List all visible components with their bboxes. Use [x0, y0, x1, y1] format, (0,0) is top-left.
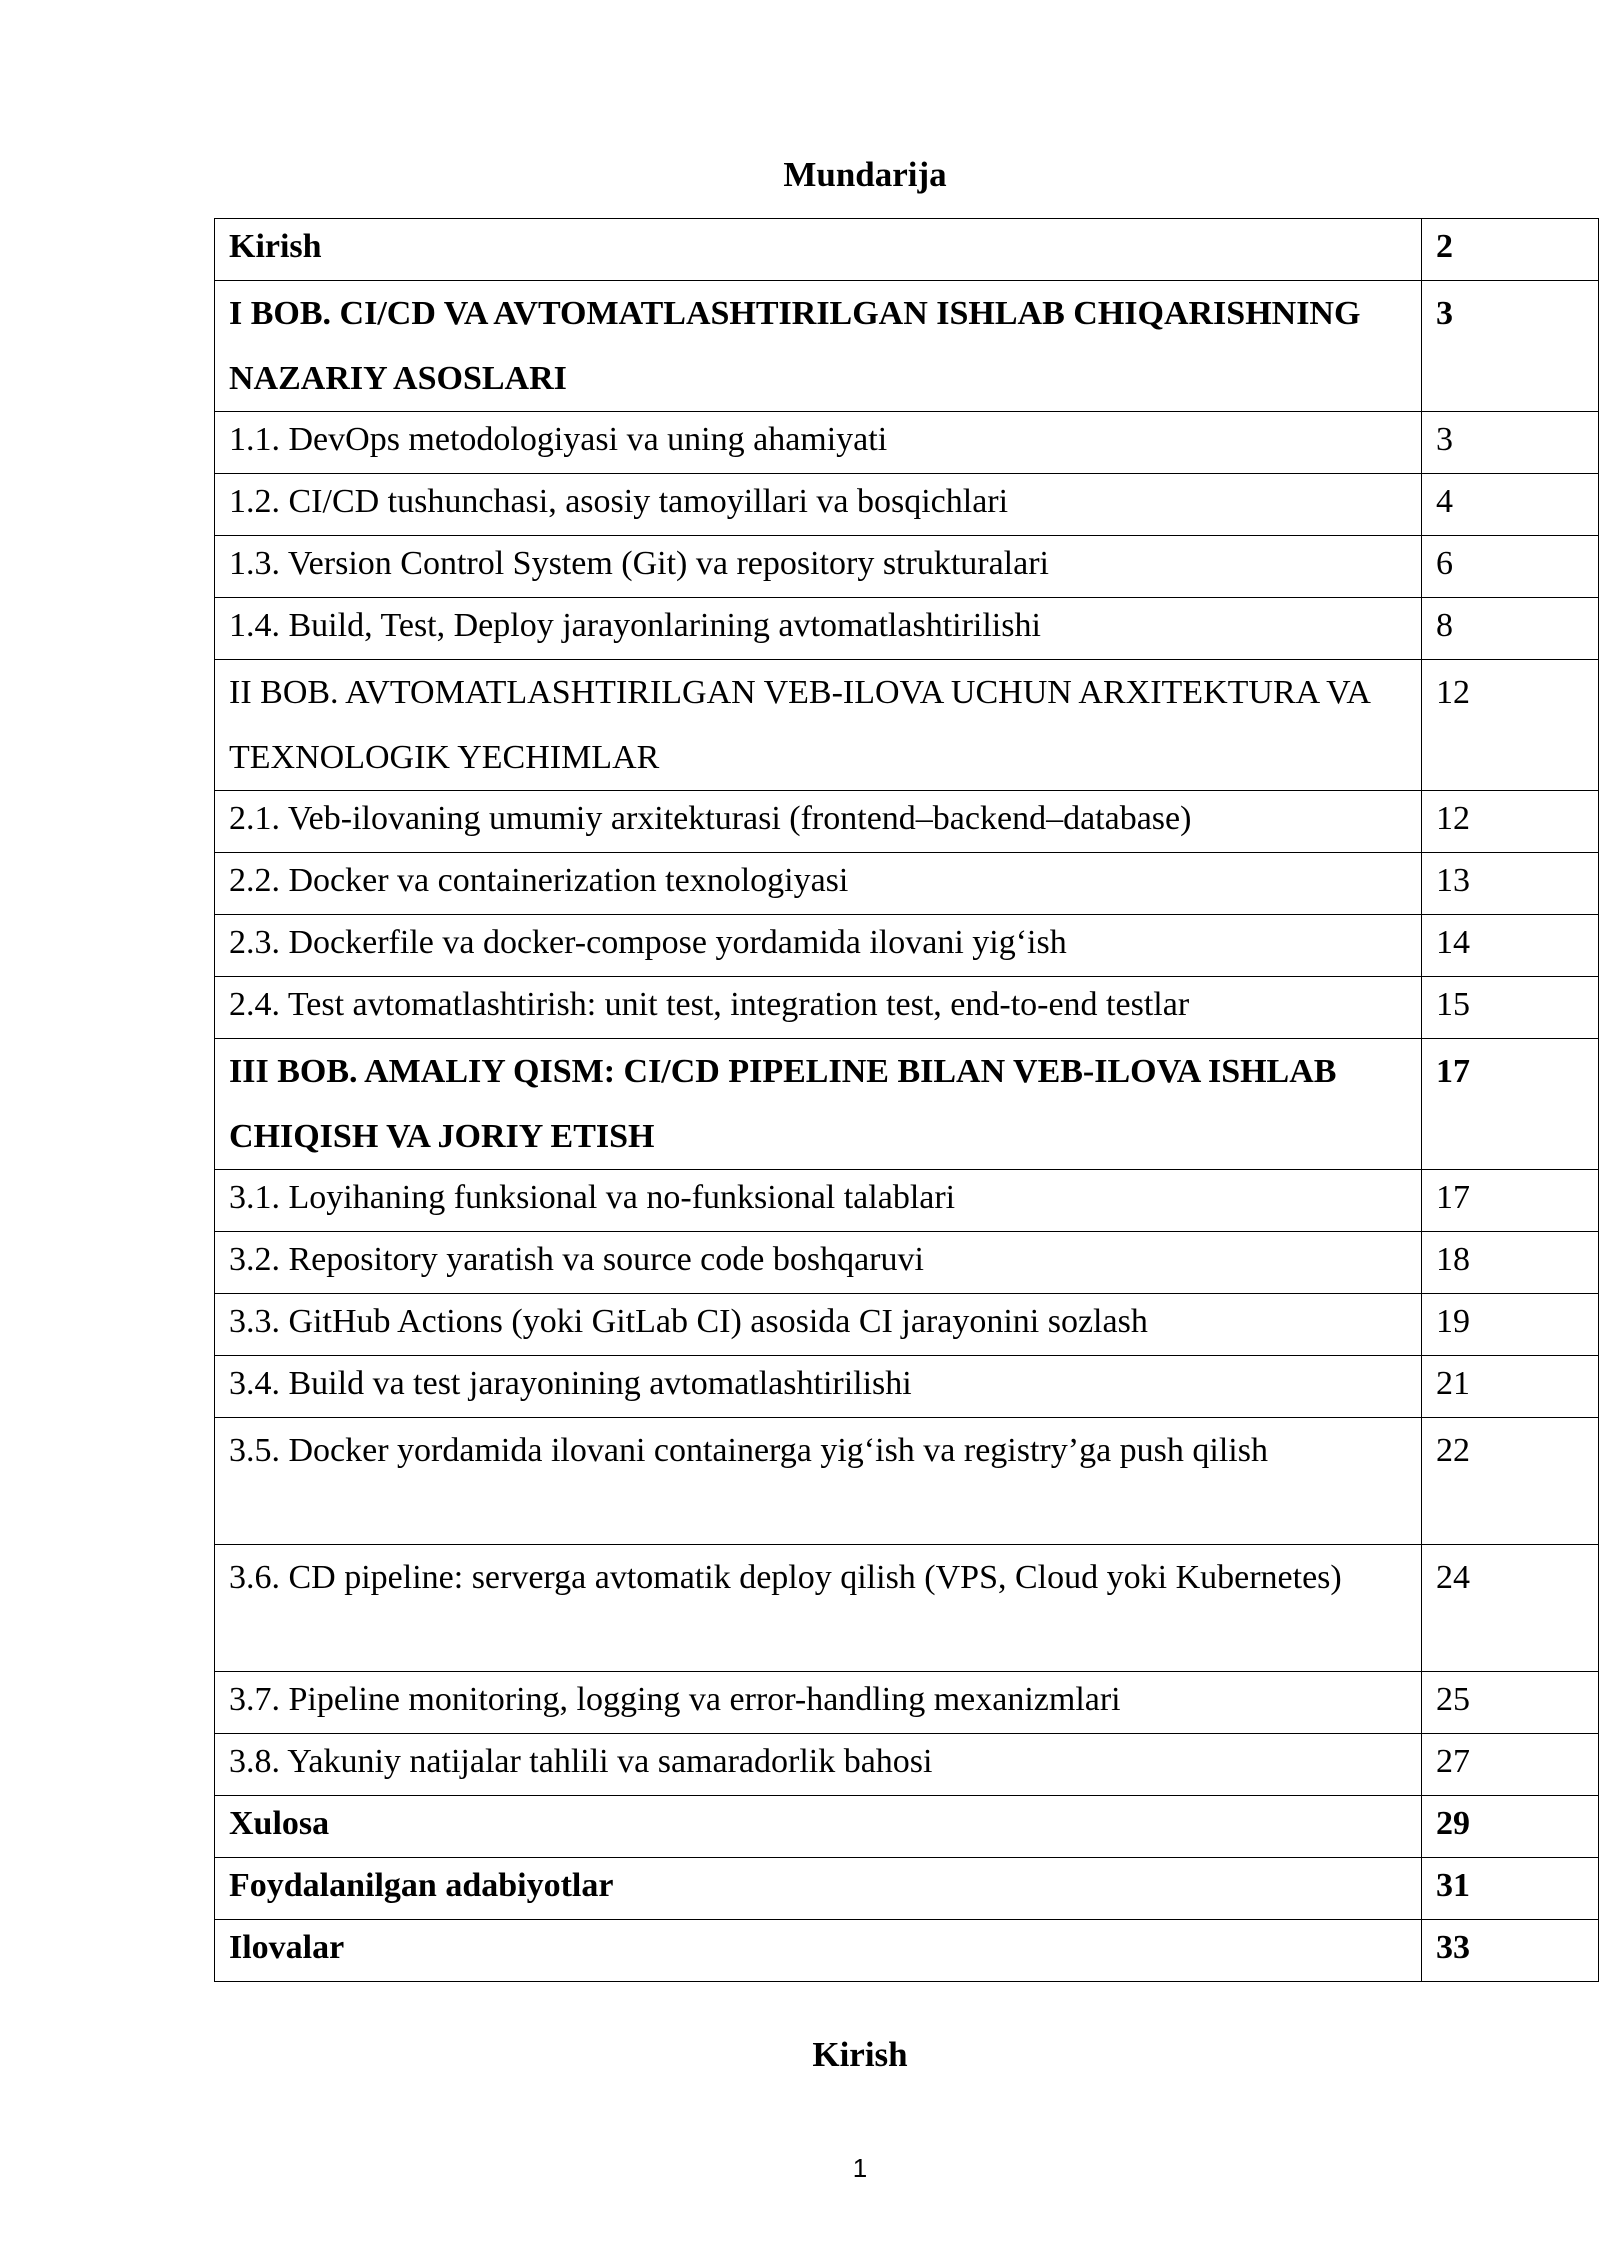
section-heading: Kirish [812, 2035, 908, 2074]
toc-row [215, 1545, 1599, 1672]
toc-entry-page: 6 [1422, 536, 1599, 598]
toc-entry-title: 1.3. Version Control System (Git) va repository strukturalari [215, 536, 1422, 598]
toc-entry-title: 3.2. Repository yaratish va source code boshqaruvi [215, 1232, 1422, 1294]
toc-entry-title: 2.3. Dockerfile va docker-compose yordamida ilovani yig‘ish [215, 915, 1422, 977]
toc-entry-title: Xulosa [215, 1796, 1422, 1858]
toc-row [215, 977, 1599, 1039]
toc-row [215, 474, 1599, 536]
toc-row [215, 1232, 1599, 1294]
toc-row [215, 1356, 1599, 1418]
toc-entry-title: 1.4. Build, Test, Deploy jarayonlarining avtomatlashtirilishi [215, 598, 1422, 660]
toc-entry-page: 3 [1422, 281, 1599, 412]
toc-entry-page: 31 [1422, 1858, 1599, 1920]
toc-entry-page: 8 [1422, 598, 1599, 660]
toc-entry-title: 1.2. CI/CD tushunchasi, asosiy tamoyillari va bosqichlari [215, 474, 1422, 536]
toc-entry-title: 2.4. Test avtomatlashtirish: unit test, integration test, end-to-end testlar [215, 977, 1422, 1039]
toc-body [215, 219, 1599, 1982]
toc-entry-title: 3.8. Yakuniy natijalar tahlili va samaradorlik bahosi [215, 1734, 1422, 1796]
toc-entry-page: 14 [1422, 915, 1599, 977]
toc-row [215, 536, 1599, 598]
toc-row [215, 660, 1599, 791]
toc-row [215, 1672, 1599, 1734]
toc-row [215, 915, 1599, 977]
toc-entry-page: 12 [1422, 660, 1599, 791]
toc-entry-page: 19 [1422, 1294, 1599, 1356]
toc-entry-title: 3.5. Docker yordamida ilovani containerga yig‘ish va registry’ga push qilish [215, 1418, 1422, 1545]
toc-entry-title: 2.1. Veb-ilovaning umumiy arxitekturasi (frontend–backend–database) [215, 791, 1422, 853]
toc-entry-page: 13 [1422, 853, 1599, 915]
toc-row [215, 1796, 1599, 1858]
toc-entry-page: 18 [1422, 1232, 1599, 1294]
toc-entry-page: 22 [1422, 1418, 1599, 1545]
toc-row [215, 219, 1599, 281]
toc-entry-title: 3.3. GitHub Actions (yoki GitLab CI) asosida CI jarayonini sozlash [215, 1294, 1422, 1356]
toc-row [215, 598, 1599, 660]
toc-entry-title: Ilovalar [215, 1920, 1422, 1982]
toc-row [215, 791, 1599, 853]
toc-entry-title: Foydalanilgan adabiyotlar [215, 1858, 1422, 1920]
toc-entry-page: 21 [1422, 1356, 1599, 1418]
toc-row [215, 412, 1599, 474]
toc-entry-page: 24 [1422, 1545, 1599, 1672]
toc-entry-title: 3.4. Build va test jarayonining avtomatlashtirilishi [215, 1356, 1422, 1418]
toc-entry-page: 3 [1422, 412, 1599, 474]
toc-entry-title: Kirish [215, 219, 1422, 281]
toc-entry-page: 4 [1422, 474, 1599, 536]
toc-entry-page: 17 [1422, 1039, 1599, 1170]
toc-entry-page: 2 [1422, 219, 1599, 281]
toc-entry-page: 17 [1422, 1170, 1599, 1232]
toc-entry-title: II BOB. AVTOMATLASHTIRILGAN VEB-ILOVA UCHUN ARXITEKTURA VA TEXNOLOGIK YECHIMLAR [215, 660, 1422, 791]
toc-entry-title: 2.2. Docker va containerization texnologiyasi [215, 853, 1422, 915]
toc-entry-page: 27 [1422, 1734, 1599, 1796]
toc-row [215, 1170, 1599, 1232]
table-of-contents [214, 218, 1599, 1982]
toc-entry-page: 25 [1422, 1672, 1599, 1734]
page-title: Mundarija [783, 155, 947, 194]
toc-entry-page: 15 [1422, 977, 1599, 1039]
toc-entry-page: 12 [1422, 791, 1599, 853]
toc-row [215, 1294, 1599, 1356]
toc-row [215, 1858, 1599, 1920]
toc-row [215, 1734, 1599, 1796]
toc-entry-title: III BOB. AMALIY QISM: CI/CD PIPELINE BILAN VEB-ILOVA ISHLAB CHIQISH VA JORIY ETISH [215, 1039, 1422, 1170]
page-number: 1 [852, 2153, 868, 2183]
toc-row [215, 1418, 1599, 1545]
toc-entry-title: 3.6. CD pipeline: serverga avtomatik deploy qilish (VPS, Cloud yoki Kubernetes) [215, 1545, 1422, 1672]
toc-entry-page: 29 [1422, 1796, 1599, 1858]
toc-row [215, 1920, 1599, 1982]
toc-entry-title: I BOB. CI/CD VA AVTOMATLASHTIRILGAN ISHLAB CHIQARISHNING NAZARIY ASOSLARI [215, 281, 1422, 412]
toc-row [215, 1039, 1599, 1170]
toc-row [215, 281, 1599, 412]
toc-entry-page: 33 [1422, 1920, 1599, 1982]
toc-entry-title: 3.7. Pipeline monitoring, logging va error-handling mexanizmlari [215, 1672, 1422, 1734]
toc-row [215, 853, 1599, 915]
toc-entry-title: 3.1. Loyihaning funksional va no-funksional talablari [215, 1170, 1422, 1232]
toc-entry-title: 1.1. DevOps metodologiyasi va uning ahamiyati [215, 412, 1422, 474]
